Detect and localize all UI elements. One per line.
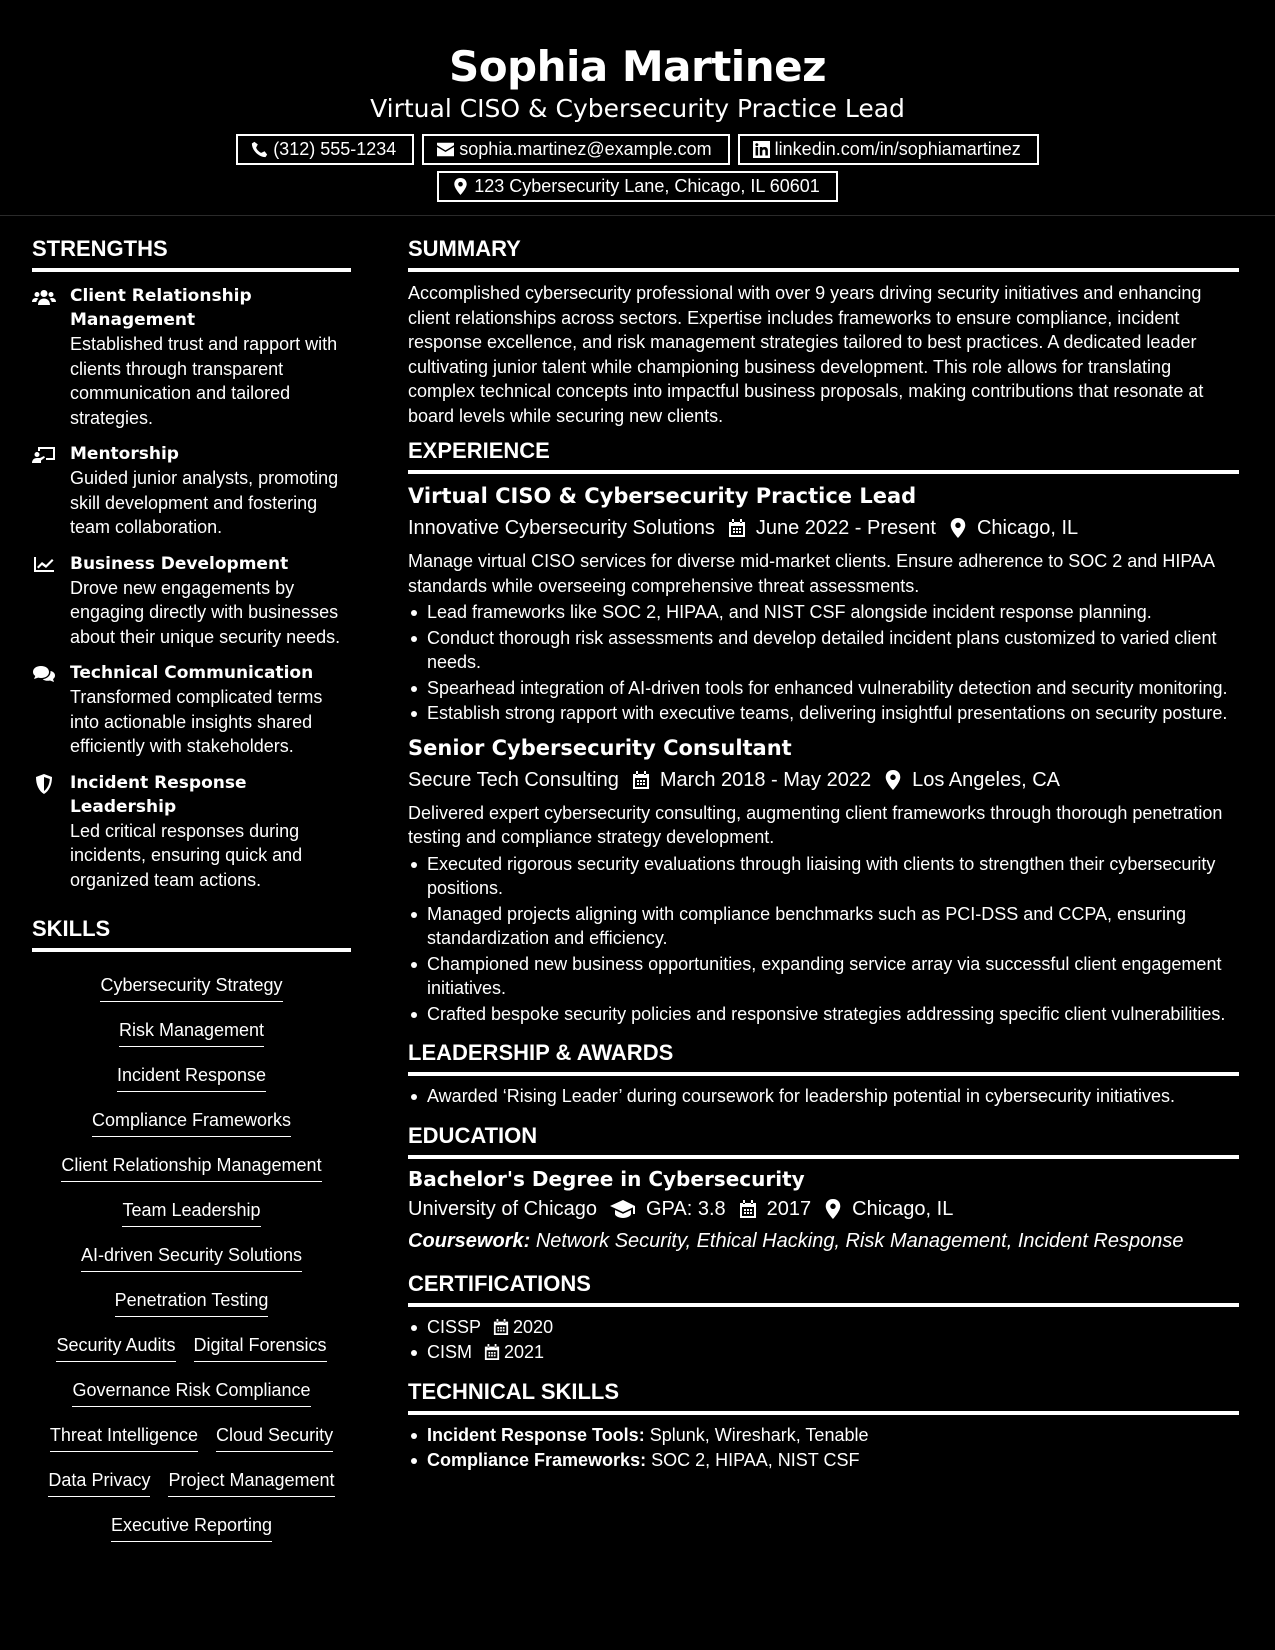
job-entry bbox=[408, 482, 1239, 726]
job-dates: March 2018 - May 2022 bbox=[659, 768, 872, 791]
map-marker-icon bbox=[949, 518, 967, 538]
leadership-list bbox=[408, 1084, 1239, 1109]
summary-text: Accomplished cybersecurity professional with over 9 years driving security initiatives and enhancing client relationships across sectors. Expertise includes frameworks to ensure compliance, incident response excellence, and risk management strategies tailored to best practices. A dedicated leader cultivating junior talent while championing business development. This role allows for translating complex technical concepts into impactful business proposals, making contributions that resonate at board levels while securing new clients. bbox=[408, 283, 1204, 426]
shield-icon bbox=[32, 774, 56, 794]
skill-tag: Client Relationship Management bbox=[61, 1155, 321, 1182]
skill-tag: Team Leadership bbox=[122, 1200, 260, 1227]
skill-row bbox=[32, 1281, 351, 1326]
coursework-label: Coursework: bbox=[408, 1229, 531, 1252]
cert-year: 2021 bbox=[504, 1342, 545, 1362]
skill-tag: Project Management bbox=[168, 1470, 334, 1497]
skill-row bbox=[32, 1101, 351, 1146]
address-chip bbox=[437, 171, 838, 202]
skill-tag: Governance Risk Compliance bbox=[72, 1380, 310, 1407]
bullet-item: Crafted bespoke security policies and responsive strategies addressing specific client vulnerabilities. bbox=[408, 1002, 1239, 1027]
candidate-name: Sophia Martinez bbox=[448, 42, 827, 91]
bullet-item: Lead frameworks like SOC 2, HIPAA, and NIST CSF alongside incident response planning. bbox=[408, 600, 1239, 625]
bullet-item: Championed new business opportunities, expanding service array via successful client engagement initiatives. bbox=[408, 952, 1239, 1001]
calendar-icon bbox=[484, 1343, 500, 1361]
tech-skill-value: Splunk, Wireshark, Tenable bbox=[649, 1424, 869, 1445]
certifications-section bbox=[408, 1271, 1239, 1365]
award-item: Awarded ‘Rising Leader’ during coursework for leadership potential in cybersecurity initiatives. bbox=[408, 1084, 1239, 1109]
leadership-section bbox=[408, 1040, 1239, 1109]
skill-row bbox=[32, 1371, 351, 1416]
graduation-cap-icon bbox=[610, 1200, 636, 1218]
chalkboard-teacher-icon bbox=[32, 445, 56, 465]
skill-tag: Risk Management bbox=[119, 1020, 264, 1047]
skill-row bbox=[32, 1416, 351, 1461]
map-marker-icon bbox=[452, 178, 469, 195]
technical-skill-item bbox=[408, 1423, 1239, 1448]
map-marker-icon bbox=[824, 1199, 842, 1219]
bullet-item: Executed rigorous security evaluations through liaising with clients to strengthen their cybersecurity positions. bbox=[408, 852, 1239, 901]
job-bullets bbox=[408, 600, 1239, 726]
skill-row bbox=[32, 1191, 351, 1236]
map-marker-icon bbox=[884, 770, 902, 790]
skills-list bbox=[32, 966, 351, 1551]
job-location: Los Angeles, CA bbox=[912, 768, 1060, 791]
skill-tag: Cybersecurity Strategy bbox=[100, 975, 282, 1002]
job-entry bbox=[408, 734, 1239, 1027]
cert-name: CISSP bbox=[427, 1316, 482, 1337]
skill-row bbox=[32, 1461, 351, 1506]
job-meta bbox=[408, 513, 1239, 543]
technical-skills-heading: TECHNICAL SKILLS bbox=[408, 1379, 1239, 1415]
strength-name: Client Relationship Management bbox=[70, 286, 252, 330]
degree-title: Bachelor's Degree in Cybersecurity bbox=[408, 1166, 805, 1191]
skill-row bbox=[32, 1146, 351, 1191]
skill-tag: Data Privacy bbox=[48, 1470, 150, 1497]
company-name: Innovative Cybersecurity Solutions bbox=[408, 517, 715, 539]
strength-desc: Led critical responses during incidents, ensuring quick and organized team actions. bbox=[70, 820, 303, 890]
address-row bbox=[0, 171, 1275, 202]
strength-item bbox=[32, 284, 351, 430]
skill-tag: Compliance Frameworks bbox=[92, 1110, 291, 1137]
chart-line-icon bbox=[32, 555, 56, 575]
cert-name: CISM bbox=[427, 1342, 472, 1362]
education-heading: EDUCATION bbox=[408, 1123, 1239, 1159]
skills-heading: SKILLS bbox=[32, 916, 351, 952]
skill-tag: Executive Reporting bbox=[111, 1515, 272, 1542]
certifications-list bbox=[408, 1315, 1239, 1365]
left-column bbox=[32, 236, 351, 1551]
strength-name: Incident Response Leadership bbox=[70, 772, 247, 817]
tech-skill-label: Incident Response Tools: bbox=[427, 1424, 645, 1445]
calendar-icon bbox=[632, 770, 650, 790]
linkedin-text: linkedin.com/in/sophiamartinez bbox=[774, 139, 1021, 159]
skill-tag: Digital Forensics bbox=[194, 1335, 327, 1362]
tech-skill-value: SOC 2, HIPAA, NIST CSF bbox=[651, 1450, 860, 1470]
resume-header bbox=[0, 0, 1275, 216]
skill-row bbox=[32, 966, 351, 1011]
bullet-item: Spearhead integration of AI-driven tools for enhanced vulnerability detection and security monitoring. bbox=[408, 676, 1239, 701]
strength-desc: Drove new engagements by engaging directly with businesses about their unique security needs. bbox=[70, 577, 341, 647]
education-location: Chicago, IL bbox=[852, 1197, 954, 1220]
skill-tag: Cloud Security bbox=[216, 1425, 333, 1452]
calendar-icon bbox=[739, 1199, 757, 1219]
skill-row bbox=[32, 1236, 351, 1281]
calendar-icon bbox=[728, 518, 746, 538]
job-title: Virtual CISO & Cybersecurity Practice Lead bbox=[408, 484, 917, 508]
cert-year: 2020 bbox=[513, 1316, 554, 1337]
certifications-heading: CERTIFICATIONS bbox=[408, 1271, 1239, 1307]
tech-skill-label: Compliance Frameworks: bbox=[427, 1450, 647, 1470]
strength-name: Business Development bbox=[70, 553, 289, 574]
job-title: Senior Cybersecurity Consultant bbox=[408, 735, 792, 760]
leadership-heading: LEADERSHIP & AWARDS bbox=[408, 1040, 1239, 1076]
strengths-list bbox=[32, 284, 351, 892]
phone-chip[interactable] bbox=[236, 134, 414, 165]
strength-item bbox=[32, 442, 351, 540]
bullet-item: Managed projects aligning with compliance benchmarks such as PCI-DSS and CCPA, ensuring standardization and efficiency. bbox=[408, 902, 1239, 951]
bullet-item: Conduct thorough risk assessments and develop detailed incident plans customized to varied client needs. bbox=[408, 626, 1239, 675]
right-column bbox=[408, 236, 1239, 1473]
certification-item bbox=[408, 1340, 1239, 1365]
envelope-icon bbox=[437, 141, 454, 158]
skill-row bbox=[32, 1056, 351, 1101]
experience-heading: EXPERIENCE bbox=[408, 438, 1239, 474]
linkedin-icon bbox=[753, 141, 770, 158]
certification-item bbox=[408, 1315, 1239, 1340]
calendar-icon bbox=[493, 1318, 509, 1336]
job-description: Delivered expert cybersecurity consulting, augmenting client frameworks through thorough penetration testing and compliance strategy development. bbox=[408, 802, 1223, 847]
email-text: sophia.martinez@example.com bbox=[459, 139, 712, 159]
company-name: Secure Tech Consulting bbox=[408, 768, 619, 791]
skill-tag: AI-driven Security Solutions bbox=[81, 1245, 302, 1272]
job-description: Manage virtual CISO services for diverse mid-market clients. Ensure adherence to SOC 2 and HIPAA standards while overseeing comprehensive threat assessments. bbox=[408, 551, 1215, 596]
contact-row bbox=[0, 134, 1275, 165]
strength-name: Mentorship bbox=[70, 444, 179, 464]
strength-item bbox=[32, 661, 351, 759]
job-dates: June 2022 - Present bbox=[755, 517, 936, 539]
education-meta bbox=[408, 1194, 1239, 1224]
skill-row bbox=[32, 1326, 351, 1371]
skill-row bbox=[32, 1506, 351, 1551]
technical-skills-list bbox=[408, 1423, 1239, 1473]
job-bullets bbox=[408, 852, 1239, 1027]
coursework-list: Network Security, Ethical Hacking, Risk Management, Incident Response bbox=[535, 1229, 1184, 1252]
skill-tag: Security Audits bbox=[56, 1335, 175, 1362]
skill-row bbox=[32, 1011, 351, 1056]
strength-desc: Established trust and rapport with clients through transparent communication and tailored strategies. bbox=[70, 334, 338, 428]
comments-icon bbox=[32, 664, 56, 684]
school-name: University of Chicago bbox=[408, 1197, 597, 1220]
experience-section bbox=[408, 438, 1239, 1026]
email-chip[interactable] bbox=[422, 134, 729, 165]
strengths-heading: STRENGTHS bbox=[32, 236, 351, 272]
phone-icon bbox=[251, 141, 268, 158]
coursework bbox=[408, 1230, 1239, 1253]
strength-desc: Transformed complicated terms into actionable insights shared efficiently with stakeholders. bbox=[70, 687, 323, 756]
linkedin-chip[interactable] bbox=[738, 134, 1039, 165]
gpa-text: GPA: 3.8 bbox=[645, 1197, 726, 1220]
graduation-year: 2017 bbox=[766, 1197, 812, 1220]
skill-tag: Threat Intelligence bbox=[50, 1425, 198, 1452]
technical-skill-item bbox=[408, 1448, 1239, 1473]
skill-tag: Incident Response bbox=[117, 1065, 266, 1092]
strength-item bbox=[32, 771, 351, 893]
job-meta bbox=[408, 765, 1239, 795]
strength-desc: Guided junior analysts, promoting skill development and fostering team collaboration. bbox=[70, 468, 339, 537]
candidate-title: Virtual CISO & Cybersecurity Practice Lead bbox=[370, 94, 905, 123]
education-section bbox=[408, 1123, 1239, 1253]
strength-item bbox=[32, 552, 351, 650]
users-icon bbox=[32, 287, 56, 307]
address-text: 123 Cybersecurity Lane, Chicago, IL 60601 bbox=[474, 176, 820, 196]
summary-heading: SUMMARY bbox=[408, 236, 1239, 272]
skill-tag: Penetration Testing bbox=[115, 1290, 269, 1317]
strength-name: Technical Communication bbox=[70, 663, 314, 683]
bullet-item: Establish strong rapport with executive teams, delivering insightful presentations on security posture. bbox=[408, 701, 1239, 726]
technical-skills-section bbox=[408, 1379, 1239, 1473]
phone-text: (312) 555-1234 bbox=[273, 139, 397, 159]
job-location: Chicago, IL bbox=[976, 517, 1079, 539]
